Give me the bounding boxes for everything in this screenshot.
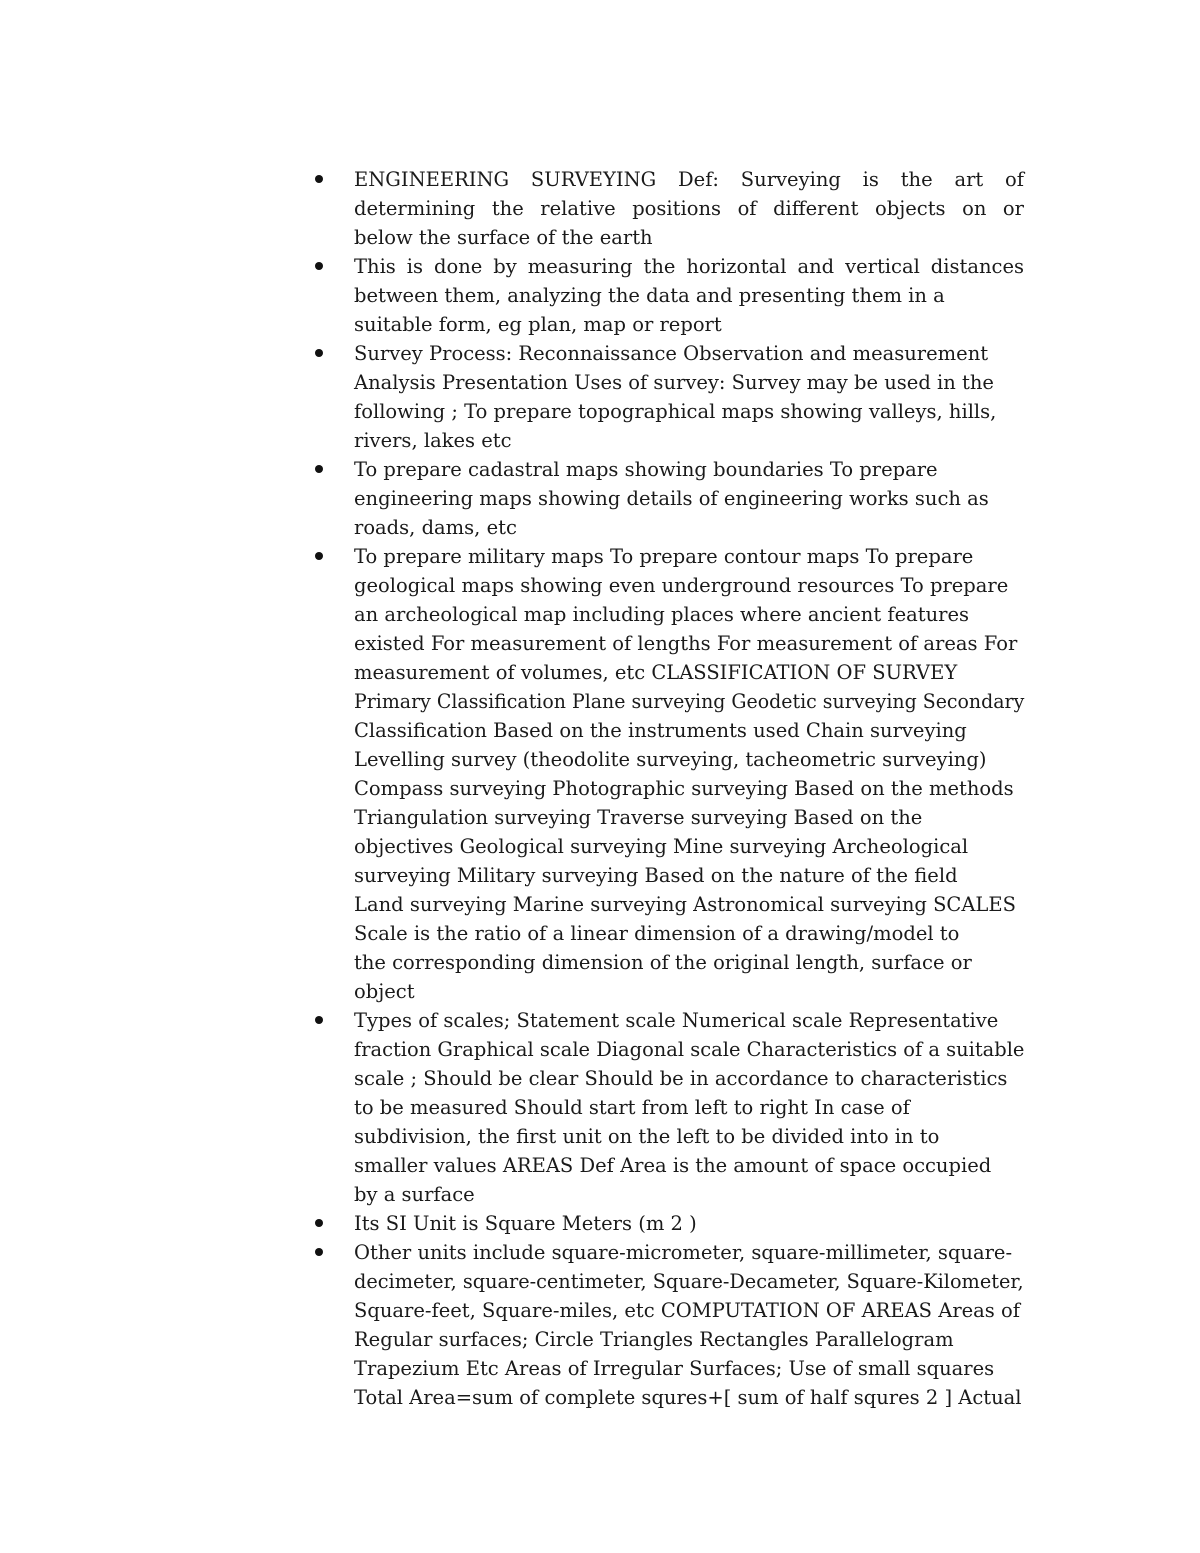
text-line: rivers, lakes etc — [354, 429, 512, 452]
text-line: To prepare cadastral maps showing boundaries To prepare — [354, 458, 938, 481]
text-line: suitable form, eg plan, map or report — [354, 313, 722, 336]
text-line: Regular surfaces; Circle Triangles Rectangles Parallelogram — [354, 1328, 954, 1351]
text-line: the corresponding dimension of the original length, surface or — [354, 951, 972, 974]
text-line: Primary Classification Plane surveying Geodetic surveying Secondary — [354, 690, 1025, 713]
text-line: an archeological map including places where ancient features — [354, 603, 970, 626]
text-line: following ; To prepare topographical maps showing valleys, hills, — [354, 400, 997, 423]
text-line: ENGINEERING SURVEYING Def: Surveying is the art of — [354, 168, 1024, 191]
text-line: by a surface — [354, 1183, 475, 1206]
bullet-icon — [315, 262, 323, 270]
text-line: Levelling survey (theodolite surveying, tacheometric surveying) — [354, 748, 987, 771]
text-line: Scale is the ratio of a linear dimension of a drawing/model to — [354, 922, 960, 945]
text-line: object — [354, 980, 415, 1003]
bullet-item-4 — [312, 455, 1024, 542]
text-line: This is done by measuring the horizontal and vertical distances — [354, 255, 1024, 278]
bullet-icon — [315, 552, 323, 560]
text-line: Land surveying Marine surveying Astronomical surveying SCALES — [354, 893, 1016, 916]
text-line: Square-feet, Square-miles, etc COMPUTATION OF AREAS Areas of — [354, 1299, 1020, 1322]
text-line: smaller values AREAS Def Area is the amount of space occupied — [354, 1154, 992, 1177]
text-line: scale ; Should be clear Should be in accordance to characteristics — [354, 1067, 1008, 1090]
text-line: Triangulation surveying Traverse surveying Based on the — [354, 806, 923, 829]
text-line: roads, dams, etc — [354, 516, 517, 539]
text-line: to be measured Should start from left to right In case of — [354, 1096, 910, 1119]
text-line: measurement of volumes, etc CLASSIFICATION OF SURVEY — [354, 661, 958, 684]
text-line: To prepare military maps To prepare contour maps To prepare — [354, 545, 974, 568]
bullet-item-5 — [312, 542, 1024, 1006]
text-line: engineering maps showing details of engineering works such as — [354, 487, 989, 510]
bullet-icon — [315, 1248, 323, 1256]
bullet-item-3 — [312, 339, 1024, 455]
bullet-icon — [315, 349, 323, 357]
text-line: Types of scales; Statement scale Numerical scale Representative — [354, 1009, 999, 1032]
text-line: surveying Military surveying Based on the nature of the field — [354, 864, 958, 887]
text-line: geological maps showing even underground resources To prepare — [354, 574, 1009, 597]
text-line: determining the relative positions of different objects on or — [354, 197, 1024, 220]
bullet-icon — [315, 465, 323, 473]
text-line: objectives Geological surveying Mine surveying Archeological — [354, 835, 969, 858]
text-line: below the surface of the earth — [354, 226, 653, 249]
text-line: Survey Process: Reconnaissance Observation and measurement — [354, 342, 989, 365]
text-line: Classification Based on the instruments used Chain surveying — [354, 719, 967, 742]
text-line: Trapezium Etc Areas of Irregular Surfaces; Use of small squares — [354, 1357, 995, 1380]
bullet-item-6 — [312, 1006, 1024, 1209]
text-line: Other units include square-micrometer, square-millimeter, square- — [354, 1241, 1013, 1264]
text-line: decimeter, square-centimeter, Square-Decameter, Square-Kilometer, — [354, 1270, 1024, 1293]
text-line: Its SI Unit is Square Meters (m 2 ) — [354, 1212, 697, 1235]
bullet-item-8 — [312, 1238, 1024, 1412]
bullet-icon — [315, 1016, 323, 1024]
text-line: between them, analyzing the data and presenting them in a — [354, 284, 945, 307]
bullet-item-1 — [312, 165, 1024, 252]
bullet-icon — [315, 1219, 323, 1227]
text-line: existed For measurement of lengths For measurement of areas For — [354, 632, 1018, 655]
text-line: Analysis Presentation Uses of survey: Survey may be used in the — [354, 371, 994, 394]
text-line: Total Area=sum of complete squres+[ sum of half squres 2 ] Actual — [354, 1386, 1022, 1409]
text-line: Compass surveying Photographic surveying Based on the methods — [354, 777, 1014, 800]
bullet-list — [312, 165, 1024, 1412]
bullet-item-2 — [312, 252, 1024, 339]
bullet-icon — [315, 175, 323, 183]
bullet-item-7 — [312, 1209, 1024, 1238]
text-line: fraction Graphical scale Diagonal scale Characteristics of a suitable — [354, 1038, 1025, 1061]
text-line: subdivision, the first unit on the left to be divided into in to — [354, 1125, 940, 1148]
